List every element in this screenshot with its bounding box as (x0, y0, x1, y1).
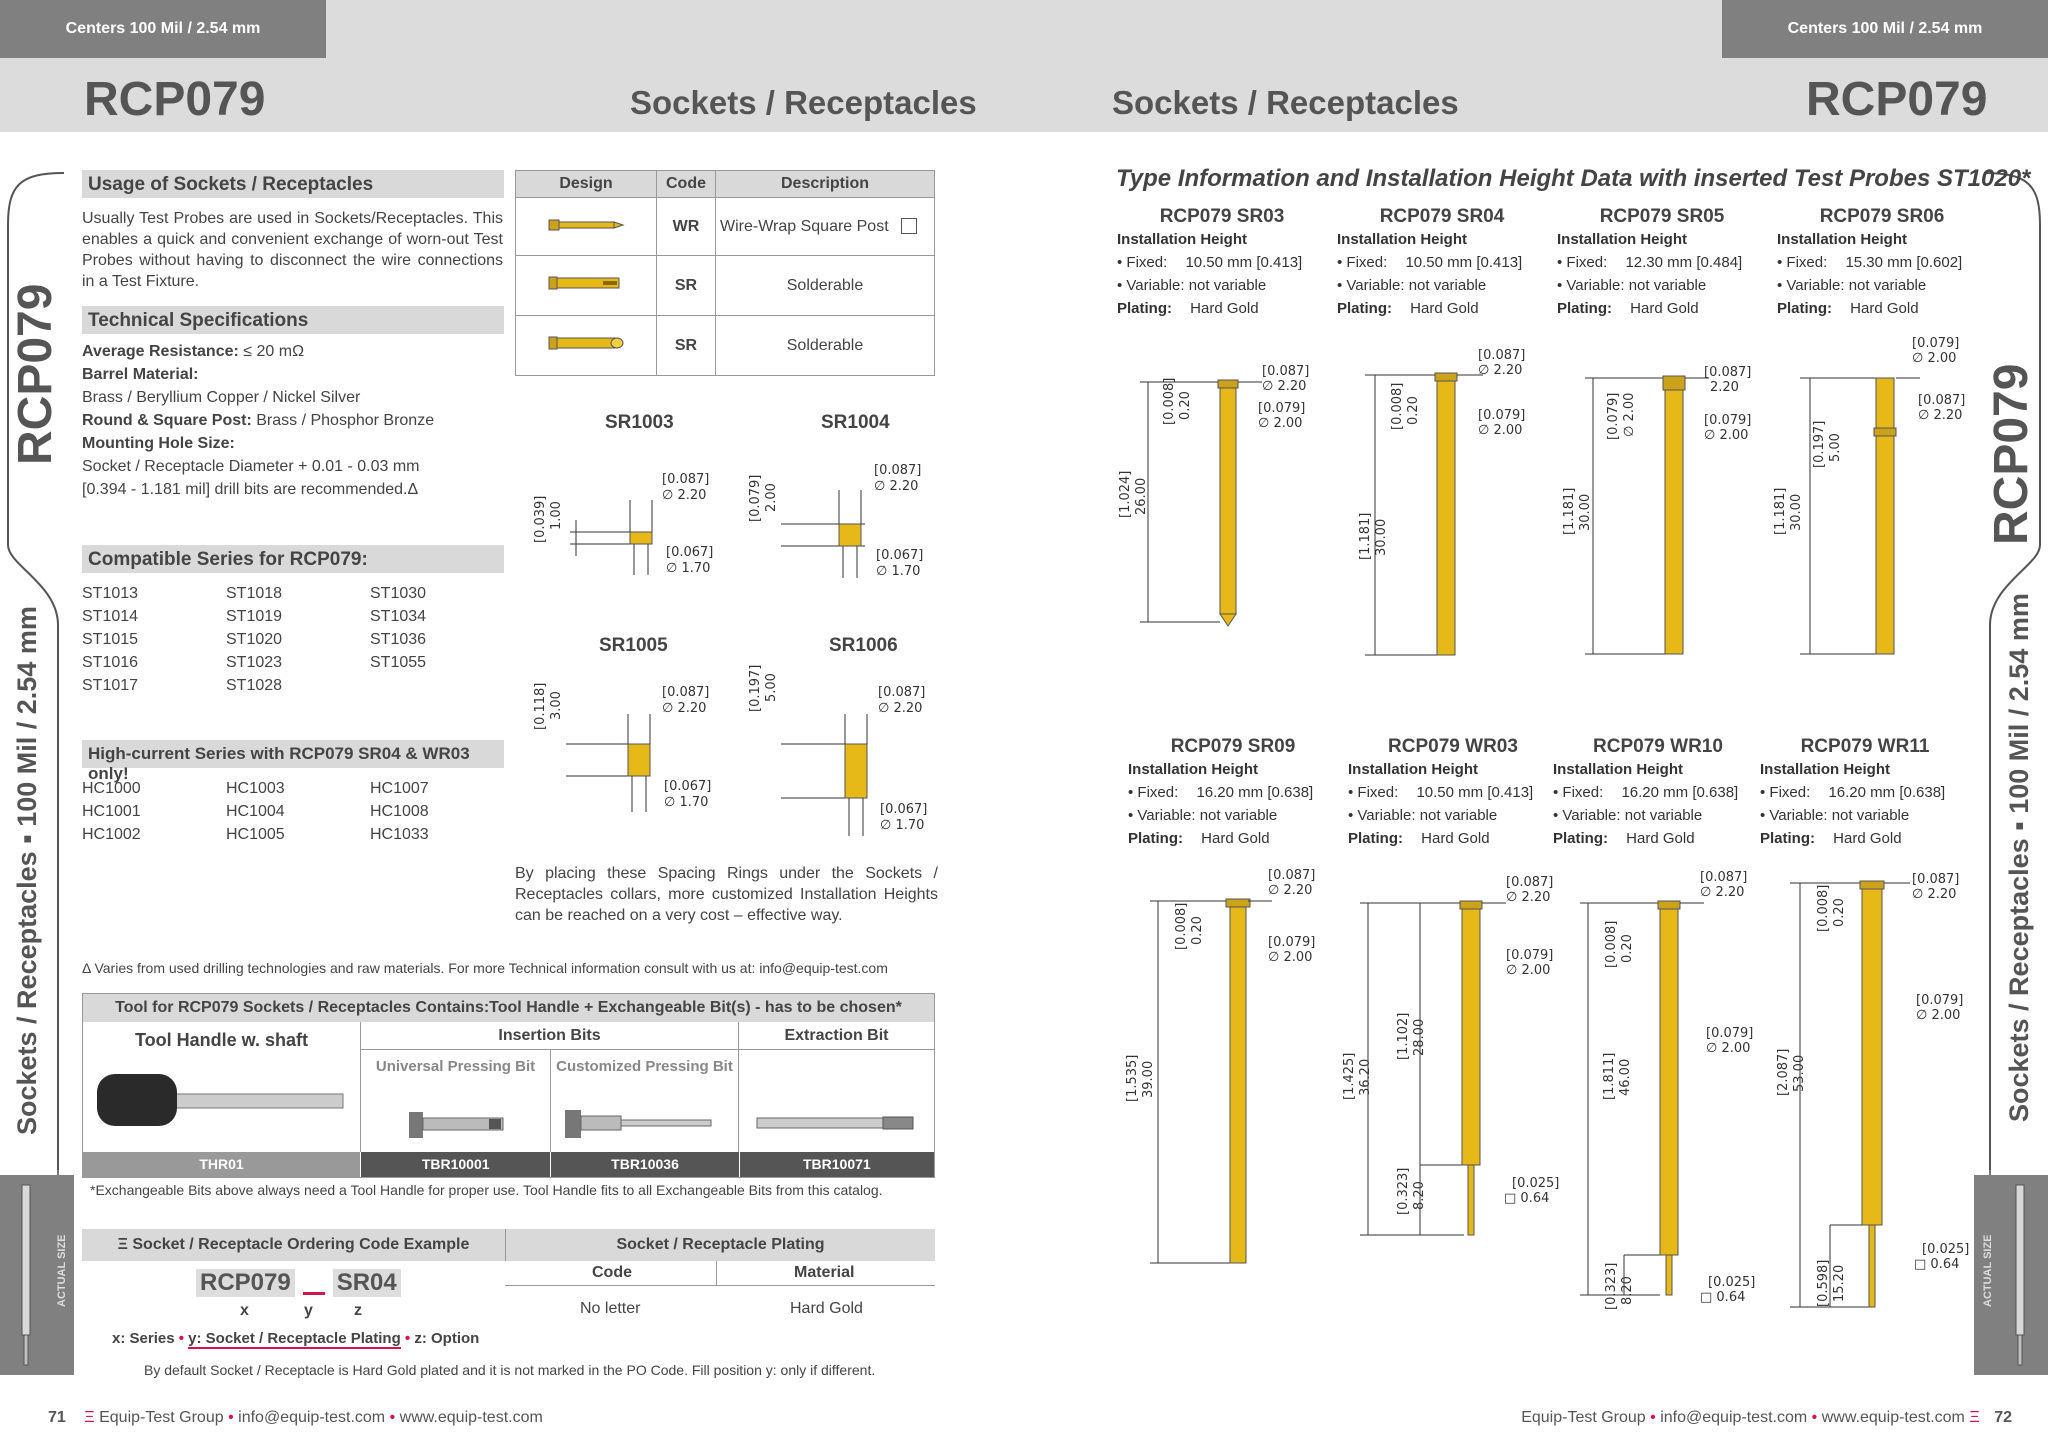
dim-label: 0.20 (1190, 916, 1205, 945)
code-part-series: RCP079 (196, 1269, 295, 1297)
code-part-plating-slot (303, 1292, 325, 1295)
dim-label: 2.00 (764, 483, 779, 512)
dim-label: 5.00 (764, 673, 779, 702)
dim-label: [1.181] (1358, 512, 1373, 560)
tool-table (82, 993, 935, 1178)
dim-label: ∅ 2.20 (1912, 887, 1957, 902)
dim-label: 1.00 (549, 501, 564, 530)
dim-label: [0.067] (880, 802, 928, 817)
probe-title: RCP079 SR03 (1159, 206, 1285, 227)
dim-label: [1.024] (1118, 470, 1133, 518)
probe-info-sr06: RCP079 SR06 Installation Height • Fixed: 15.30 mm [0.602] • Variable: not variable Plating: Hard Gold (1777, 206, 1987, 320)
tool-handle-icon (93, 1064, 358, 1144)
letter-x: x (240, 1302, 249, 1319)
list-item: ST1014 (82, 608, 139, 625)
dim-label: [0.323] (1604, 1262, 1619, 1310)
dim-label: [0.079] (1478, 408, 1526, 423)
list-item: ST1020 (226, 631, 283, 648)
design-description: Solderable (716, 316, 935, 376)
list-item (370, 677, 514, 695)
dim-label: [0.025] (1512, 1176, 1560, 1191)
dim-label: [0.197] (748, 664, 763, 712)
dim-label: 0.20 (1406, 396, 1421, 425)
barrel-label: Barrel Material: (82, 366, 199, 383)
probe-info-wr03: RCP079 WR03 Installation Height • Fixed: 10.50 mm [0.413] • Variable: not variable Plating: Hard Gold (1348, 736, 1558, 850)
letter-z: z (354, 1302, 362, 1319)
dim-label: ∅ 2.20 (1506, 890, 1551, 905)
dim-label: ∅ 1.70 (880, 818, 925, 833)
dim-label: 26.00 (1134, 477, 1149, 515)
dim-label: [0.039] (533, 495, 548, 543)
dim-label: ∅ 2.00 (1912, 351, 1957, 366)
dim-label: [0.067] (876, 548, 924, 563)
probe-info-sr04: RCP079 SR04 Installation Height • Fixed: 10.50 mm [0.413] • Variable: not variable Plating: Hard Gold (1337, 206, 1547, 320)
list-item: HC1005 (226, 826, 285, 843)
logo-icon: Ξ (1969, 1409, 1980, 1426)
tool-code: TBR10036 (550, 1152, 738, 1177)
barrel-value: Brass / Beryllium Copper / Nickel Silver (82, 389, 361, 406)
code-part-option: SR04 (333, 1269, 401, 1297)
dim-label: [0.025] (1708, 1275, 1756, 1290)
plating-heading: Socket / Receptacle Plating (616, 1236, 825, 1253)
highcurrent-list (82, 780, 514, 844)
dim-label: ∅ 1.70 (876, 564, 921, 579)
left-sidebar-subtitle: Sockets / Receptacles ▪ 100 Mil / 2.54 mm (12, 606, 42, 1135)
dim-label: 5.00 (1828, 433, 1843, 462)
dim-label: [0.323] (1396, 1167, 1411, 1215)
dim-label: ∅ 2.00 (1622, 392, 1637, 437)
design-code: WR (657, 198, 716, 256)
solder-socket-round-icon (541, 332, 631, 354)
left-page-tag: Centers 100 Mil / 2.54 mm (0, 0, 326, 58)
sr1004-title: SR1004 (821, 412, 890, 433)
dim-label: [1.181] (1562, 487, 1577, 535)
company-name: Equip-Test Group (1521, 1409, 1646, 1426)
sr1005-title: SR1005 (599, 635, 668, 656)
actual-size-label-right: ACTUAL SIZE (1982, 1234, 1994, 1307)
inst-label: Installation Height (1760, 761, 1891, 778)
universal-bit-icon (403, 1106, 523, 1146)
dim-label: ∅ 2.20 (662, 701, 707, 716)
table-row (516, 316, 935, 376)
dim-label: 53.00 (1792, 1054, 1807, 1092)
design-code: SR (657, 256, 716, 316)
design-sr-image (516, 256, 657, 316)
list-item: ST1016 (82, 654, 139, 671)
dim-label: □ 0.64 (1700, 1290, 1746, 1305)
left-section-title: Sockets / Receptacles (630, 84, 977, 121)
list-item: HC1001 (82, 803, 141, 820)
extraction-bit-icon (753, 1110, 923, 1140)
list-item: HC1000 (82, 780, 141, 797)
dim-label: [0.087] (1912, 872, 1960, 887)
list-item: HC1002 (82, 826, 141, 843)
usage-heading: Usage of Sockets / Receptacles (82, 170, 504, 198)
list-item: ST1019 (226, 608, 283, 625)
dim-label: [1.811] (1602, 1052, 1617, 1100)
dim-label: [0.118] (533, 682, 548, 730)
right-sidebar-subtitle: Sockets / Receptacles ▪ 100 Mil / 2.54 mm (2004, 593, 2034, 1122)
dim-label: 8.20 (1620, 1276, 1635, 1305)
compatible-list (82, 585, 514, 695)
dim-label: [0.087] (662, 472, 710, 487)
dim-label: ∅ 2.20 (1918, 408, 1963, 423)
actual-size-label: ACTUAL SIZE (56, 1234, 68, 1307)
dim-label: ∅ 1.70 (666, 561, 711, 576)
dim-label: [0.087] (1918, 393, 1966, 408)
sr1006-title: SR1006 (829, 635, 898, 656)
design-sr-image (516, 316, 657, 376)
dim-label: 30.00 (1374, 518, 1389, 556)
list-item: HC1003 (226, 780, 285, 797)
probe-title: RCP079 SR04 (1379, 206, 1505, 227)
tool-codes-row (83, 1152, 934, 1177)
tech-heading: Technical Specifications (82, 306, 504, 334)
dim-label: [0.008] (1390, 382, 1405, 430)
design-description: Wire-Wrap Square Post (716, 198, 935, 256)
inst-label: Installation Height (1128, 761, 1259, 778)
dim-label: 3.00 (549, 691, 564, 720)
left-sidebar-title: RCP079 (9, 283, 62, 465)
post-label: Round & Square Post: (82, 412, 252, 429)
dim-label: 0.20 (1178, 391, 1193, 420)
dim-label: [0.079] (748, 474, 763, 522)
dim-label: [1.535] (1125, 1054, 1140, 1102)
inst-label: Installation Height (1557, 231, 1688, 248)
dim-label: [0.087] (1268, 868, 1316, 883)
probe-info-sr03: RCP079 SR03 Installation Height • Fixed: 10.50 mm [0.413] • Variable: not variable Plating: Hard Gold (1117, 206, 1327, 320)
actual-size-probe-icon (12, 1181, 40, 1371)
solder-socket-icon (541, 272, 631, 294)
usage-text: Usually Test Probes are used in Sockets/Receptacles. This enables a quick and convenient exchange of worn-out Test Probes without having to disconnect the wire connections in a Test Fixture. (82, 210, 503, 290)
left-page-title: RCP079 (84, 73, 266, 126)
dim-label: ∅ 2.00 (1704, 428, 1749, 443)
customized-bit-icon (561, 1104, 731, 1144)
sr1003-title: SR1003 (605, 412, 674, 433)
footnote: Δ Varies from used drilling technologies and raw materials. For more Technical information consult with us at: info@equip-test.com (82, 960, 888, 976)
dim-label: 0.20 (1832, 898, 1847, 927)
dim-label: [2.087] (1776, 1048, 1791, 1096)
dim-label: [0.079] (1912, 336, 1960, 351)
left-footer: 71 Ξ Equip-Test Group • info@equip-test.com • www.equip-test.com (48, 1409, 543, 1426)
highcurrent-heading: High-current Series with RCP079 SR04 & WR03 only! (82, 740, 504, 768)
dim-label: [0.025] (1922, 1242, 1970, 1257)
inst-label: Installation Height (1348, 761, 1479, 778)
resistance-value: ≤ 20 mΩ (243, 343, 305, 360)
inst-label: Installation Height (1337, 231, 1468, 248)
table-row (516, 256, 935, 316)
right-section-title: Sockets / Receptacles (1112, 84, 1459, 121)
list-item: ST1036 (370, 631, 427, 648)
left-actual-size-box (0, 1175, 74, 1375)
right-page-title: RCP079 (1806, 73, 1988, 126)
dim-label: [0.008] (1816, 884, 1831, 932)
table-row (516, 198, 935, 256)
page-number: 71 (48, 1409, 66, 1426)
dim-label: [0.598] (1816, 1259, 1831, 1307)
probe-info-sr09: RCP079 SR09 Installation Height • Fixed: 16.20 mm [0.638] • Variable: not variable Plating: Hard Gold (1128, 736, 1338, 850)
dim-label: 0.20 (1620, 934, 1635, 963)
design-code: SR (657, 316, 716, 376)
ordering-heading: Ξ Socket / Receptacle Ordering Code Example (82, 1229, 506, 1261)
material-value: Hard Gold (790, 1300, 863, 1317)
dim-label: [0.197] (1812, 420, 1827, 468)
inst-label: Installation Height (1117, 231, 1248, 248)
dim-label: [1.102] (1396, 1012, 1411, 1060)
dim-label: 36.20 (1358, 1058, 1373, 1096)
dim-label: [0.087] (1700, 870, 1748, 885)
dim-label: [0.087] (1704, 365, 1752, 380)
actual-size-probe-icon-right (2006, 1181, 2034, 1371)
dim-label: [1.425] (1342, 1052, 1357, 1100)
dim-label: ∅ 2.20 (874, 479, 919, 494)
universal-bit-label: Universal Pressing Bit (361, 1050, 551, 1152)
list-item: ST1015 (82, 631, 139, 648)
right-heading: Type Information and Installation Height Data with inserted Test Probes ST1020* (1116, 165, 2031, 192)
dim-label: ∅ 2.20 (1262, 379, 1307, 394)
dim-label: [1.181] (1773, 487, 1788, 535)
list-item: ST1028 (226, 677, 283, 694)
dim-label: 30.00 (1578, 493, 1593, 531)
probe-info-wr11: RCP079 WR11 Installation Height • Fixed: 16.20 mm [0.638] • Variable: not variable Plating: Hard Gold (1760, 736, 1970, 850)
list-item: ST1017 (82, 677, 139, 694)
dim-label: [0.087] (874, 463, 922, 478)
resistance-label: Average Resistance: (82, 343, 239, 360)
dim-label: ∅ 2.20 (1478, 363, 1523, 378)
dim-label: ∅ 2.20 (878, 701, 923, 716)
tech-specs (82, 340, 522, 501)
dim-label: [0.079] (1506, 948, 1554, 963)
tool-note: *Exchangeable Bits above always need a Tool Handle for proper use. Tool Handle fits to all Exchangeable Bits from this catalog. (90, 1182, 883, 1198)
extraction-bit-label: Extraction Bit (739, 1022, 934, 1050)
page-number: 72 (1994, 1409, 2012, 1426)
tool-code: TBR10001 (360, 1152, 550, 1177)
list-item: ST1013 (82, 585, 139, 602)
dim-label: ∅ 2.00 (1478, 423, 1523, 438)
design-wr-image (516, 198, 657, 256)
inst-label: Installation Height (1777, 231, 1908, 248)
dim-label: [0.008] (1174, 902, 1189, 950)
post-value: Brass / Phosphor Bronze (256, 412, 435, 429)
order-legend: x: Series • y: Socket / Receptacle Plating • z: Option (112, 1330, 480, 1347)
dim-label: [0.008] (1604, 920, 1619, 968)
dim-label: 2.20 (1710, 380, 1739, 395)
design-col-header: Design (516, 171, 657, 198)
list-item: HC1004 (226, 803, 285, 820)
dim-label: [0.079] (1258, 401, 1306, 416)
material-col-label: Material (794, 1264, 855, 1281)
probe-title: RCP079 SR09 (1170, 736, 1296, 757)
inst-label: Installation Height (1553, 761, 1684, 778)
hole-value: Socket / Receptacle Diameter + 0.01 - 0.03 mm (82, 458, 420, 475)
list-item: ST1030 (370, 585, 427, 602)
email-link[interactable]: info@equip-test.com (238, 1409, 386, 1426)
default-plating-note: By default Socket / Receptacle is Hard Gold plated and it is not marked in the PO Code. Fill position y: only if different. (144, 1362, 876, 1378)
dim-label: ∅ 2.00 (1268, 950, 1313, 965)
hole-label: Mounting Hole Size: (82, 435, 235, 452)
dim-label: ∅ 2.00 (1506, 963, 1551, 978)
probe-title: RCP079 WR11 (1800, 736, 1930, 757)
tool-title: Tool for RCP079 Sockets / Receptacles Contains:Tool Handle + Exchangeable Bit(s) - has to be chosen* (83, 994, 934, 1022)
probe-info-sr05: RCP079 SR05 Installation Height • Fixed: 12.30 mm [0.484] • Variable: not variable Plating: Hard Gold (1557, 206, 1767, 320)
dim-label: ∅ 2.00 (1916, 1008, 1961, 1023)
divider (505, 1285, 935, 1286)
list-item: HC1008 (370, 803, 429, 820)
email-link[interactable]: info@equip-test.com (1660, 1409, 1808, 1426)
dim-label: ∅ 1.70 (664, 795, 709, 810)
dim-label: □ 0.64 (1914, 1257, 1960, 1272)
dim-label: ∅ 2.20 (1268, 883, 1313, 898)
dim-label: 46.00 (1618, 1058, 1633, 1096)
dim-label: 30.00 (1789, 493, 1804, 531)
dim-label: [0.079] (1268, 935, 1316, 950)
dim-label: ∅ 2.00 (1258, 416, 1303, 431)
website-link[interactable]: www.equip-test.com (1821, 1409, 1965, 1426)
dim-label: [0.079] (1704, 413, 1752, 428)
insertion-bits-label: Insertion Bits (361, 1022, 739, 1050)
right-sidebar-title: RCP079 (1985, 363, 2038, 545)
dim-label: [0.087] (662, 685, 710, 700)
list-item: ST1055 (370, 654, 427, 671)
dim-label: 15.20 (1832, 1264, 1847, 1302)
company-name: Equip-Test Group (99, 1409, 224, 1426)
list-item: ST1034 (370, 608, 427, 625)
dim-label: [0.087] (1262, 364, 1310, 379)
probe-title: RCP079 SR05 (1599, 206, 1725, 227)
logo-icon: Ξ (84, 1409, 95, 1426)
tool-code: TBR10071 (739, 1152, 934, 1177)
right-footer: Equip-Test Group • info@equip-test.com • www.equip-test.com Ξ 72 (1521, 1409, 2012, 1426)
dim-label: [0.008] (1162, 377, 1177, 425)
dim-label: ∅ 2.20 (1700, 885, 1745, 900)
tool-code: THR01 (83, 1152, 360, 1177)
design-table (515, 170, 935, 376)
ordering-header (82, 1229, 935, 1261)
probe-title: RCP079 WR10 (1593, 736, 1723, 757)
website-link[interactable]: www.equip-test.com (399, 1409, 543, 1426)
divider (716, 1261, 717, 1285)
dim-label: [0.087] (1506, 875, 1554, 890)
code-col-header: Code (657, 171, 716, 198)
list-item: ST1023 (226, 654, 283, 671)
letter-y: y (304, 1302, 313, 1319)
list-item: HC1007 (370, 780, 429, 797)
order-code-example (196, 1269, 401, 1297)
list-item: HC1033 (370, 826, 429, 843)
compatible-heading: Compatible Series for RCP079: (82, 545, 504, 573)
dim-label: [0.079] (1916, 993, 1964, 1008)
description-col-header: Description (716, 171, 935, 198)
probe-title: RCP079 WR03 (1388, 736, 1518, 757)
dim-label: 8.20 (1412, 1181, 1427, 1210)
wire-wrap-socket-icon (541, 214, 631, 234)
dim-label: [0.087] (878, 685, 926, 700)
dim-label: [0.079] (1706, 1026, 1754, 1041)
dim-label: [0.087] (1478, 348, 1526, 363)
list-item: ST1018 (226, 585, 283, 602)
code-value: No letter (580, 1300, 641, 1317)
design-description: Solderable (716, 256, 935, 316)
code-col-label: Code (592, 1264, 632, 1281)
probe-title: RCP079 SR06 (1819, 206, 1945, 227)
customized-bit-label: Customized Pressing Bit (551, 1050, 739, 1152)
rings-text: By placing these Spacing Rings under the Sockets / Receptacles collars, more customized Installation Heights can be reached on a very cost – effective way. (515, 865, 938, 924)
dim-label: [0.067] (666, 545, 714, 560)
checkbox-icon (901, 218, 917, 234)
dim-label: 39.00 (1141, 1060, 1156, 1098)
dim-label: ∅ 2.20 (662, 488, 707, 503)
hole-value-note: [0.394 - 1.181 mil] drill bits are recommended.Δ (82, 481, 419, 498)
dim-label: ∅ 2.00 (1706, 1041, 1751, 1056)
dim-label: [0.067] (664, 779, 712, 794)
tool-handle-label: Tool Handle w. shaft (83, 1022, 361, 1152)
dim-label: 28.00 (1412, 1018, 1427, 1056)
dim-label: [0.079] (1606, 392, 1621, 440)
dim-label: □ 0.64 (1504, 1191, 1550, 1206)
probe-info-wr10: RCP079 WR10 Installation Height • Fixed: 16.20 mm [0.638] • Variable: not variable Plating: Hard Gold (1553, 736, 1763, 850)
right-page-tag: Centers 100 Mil / 2.54 mm (1722, 0, 2048, 58)
